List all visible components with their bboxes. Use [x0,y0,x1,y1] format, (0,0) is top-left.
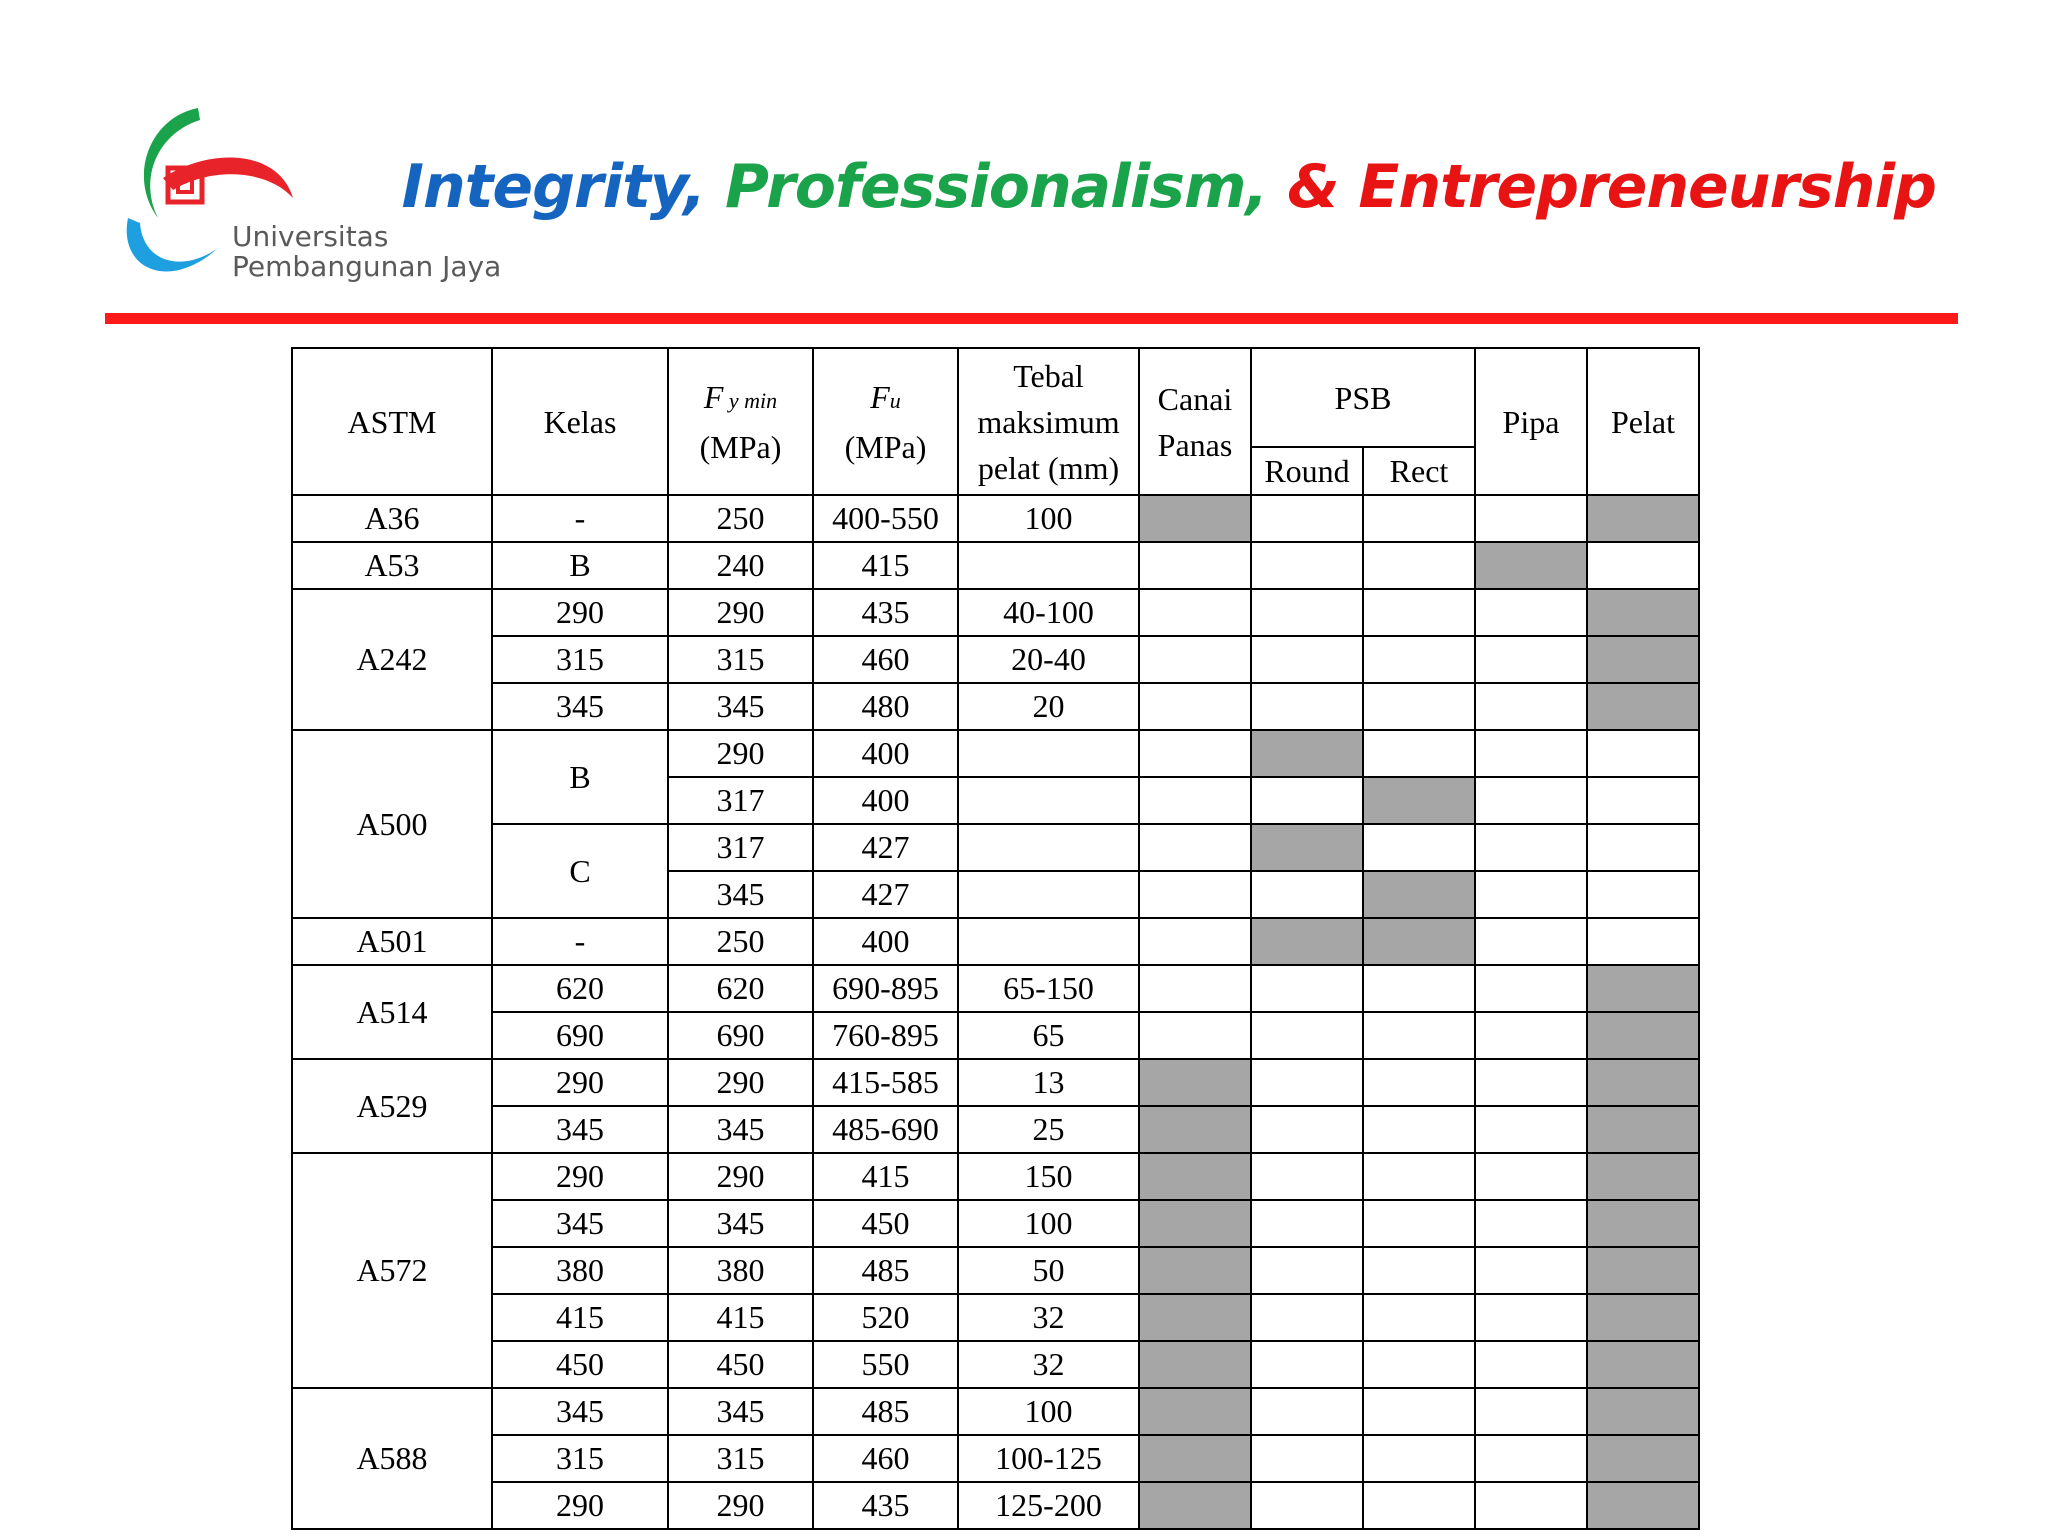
cell-canai [1139,636,1251,683]
cell-tebal [958,871,1139,918]
tebal-line-2: maksimum [977,403,1120,440]
canai-line-1: Canai [1157,380,1233,417]
cell-fy: 415 [668,1294,813,1341]
cell-fy: 317 [668,777,813,824]
cell-tebal [958,918,1139,965]
table-row [292,1059,1699,1106]
cell-pelat-shaded [1587,1294,1699,1341]
cell-pelat-shaded [1587,1059,1699,1106]
cell-rect [1363,1012,1475,1059]
cell-astm: A588 [292,1388,492,1529]
cell-canai-shaded [1139,495,1251,542]
cell-round [1251,871,1363,918]
cell-astm: A514 [292,965,492,1059]
cell-canai-shaded [1139,1341,1251,1388]
cell-pelat [1587,824,1699,871]
table-row [292,1482,1699,1529]
table-row [292,824,1699,871]
cell-kelas: 345 [492,683,668,730]
cell-round [1251,1200,1363,1247]
cell-canai-shaded [1139,1200,1251,1247]
cell-pelat-shaded [1587,1388,1699,1435]
cell-tebal: 100 [958,495,1139,542]
cell-tebal: 40-100 [958,589,1139,636]
header-fu [813,348,958,495]
cell-astm: A36 [292,495,492,542]
cell-fu: 485 [813,1388,958,1435]
cell-pelat-shaded [1587,965,1699,1012]
cell-canai [1139,965,1251,1012]
cell-rect-shaded [1363,777,1475,824]
cell-kelas: - [492,918,668,965]
cell-pipa [1475,636,1587,683]
cell-fu: 450 [813,1200,958,1247]
cell-fy: 620 [668,965,813,1012]
cell-tebal: 50 [958,1247,1139,1294]
table-row [292,1200,1699,1247]
cell-astm: A529 [292,1059,492,1153]
cell-fu: 415-585 [813,1059,958,1106]
cell-canai-shaded [1139,1388,1251,1435]
cell-rect [1363,1341,1475,1388]
fu-symbol: F [870,378,890,415]
cell-fu: 400 [813,918,958,965]
cell-rect [1363,824,1475,871]
cell-rect [1363,1294,1475,1341]
cell-round [1251,1153,1363,1200]
cell-astm: A53 [292,542,492,589]
cell-fy: 345 [668,1388,813,1435]
cell-kelas: B [492,730,668,824]
cell-pelat-shaded [1587,1106,1699,1153]
cell-fu: 480 [813,683,958,730]
cell-tebal: 100-125 [958,1435,1139,1482]
cell-round [1251,1341,1363,1388]
cell-round [1251,1388,1363,1435]
cell-rect-shaded [1363,918,1475,965]
cell-astm: A501 [292,918,492,965]
cell-rect [1363,1153,1475,1200]
cell-pipa [1475,965,1587,1012]
cell-fy: 450 [668,1341,813,1388]
header-round: Round [1251,447,1363,495]
fy-symbol: F [703,378,724,415]
cell-kelas: 380 [492,1247,668,1294]
cell-astm: A500 [292,730,492,918]
header-psb: PSB [1251,348,1475,447]
cell-rect [1363,965,1475,1012]
cell-fu: 435 [813,1482,958,1529]
cell-fy: 345 [668,871,813,918]
cell-pipa [1475,1247,1587,1294]
cell-pipa [1475,1012,1587,1059]
cell-fu: 485-690 [813,1106,958,1153]
cell-fu: 427 [813,871,958,918]
cell-canai-shaded [1139,1247,1251,1294]
table-row [292,965,1699,1012]
tebal-line-1: Tebal [1013,357,1084,394]
cell-round [1251,636,1363,683]
cell-canai-shaded [1139,1153,1251,1200]
cell-canai-shaded [1139,1106,1251,1153]
cell-fy: 250 [668,495,813,542]
cell-tebal: 100 [958,1388,1139,1435]
cell-fy: 315 [668,636,813,683]
cell-pelat [1587,918,1699,965]
cell-round-shaded [1251,918,1363,965]
cell-tebal: 13 [958,1059,1139,1106]
cell-round [1251,1059,1363,1106]
cell-fy: 345 [668,1200,813,1247]
header-divider [105,313,1958,324]
cell-canai [1139,777,1251,824]
cell-kelas: 345 [492,1388,668,1435]
cell-pelat-shaded [1587,1012,1699,1059]
cell-fy: 690 [668,1012,813,1059]
cell-round [1251,1012,1363,1059]
cell-fu: 760-895 [813,1012,958,1059]
motto-integrity: Integrity, [401,152,706,222]
cell-fy: 345 [668,1106,813,1153]
cell-fy: 290 [668,1059,813,1106]
cell-pipa [1475,1482,1587,1529]
cell-rect [1363,636,1475,683]
cell-fy: 380 [668,1247,813,1294]
cell-astm: A572 [292,1153,492,1388]
cell-pelat-shaded [1587,495,1699,542]
table-row [292,1388,1699,1435]
fu-unit: (MPa) [844,428,927,465]
cell-canai [1139,1012,1251,1059]
cell-tebal: 100 [958,1200,1139,1247]
cell-canai-shaded [1139,1294,1251,1341]
table-row [292,683,1699,730]
cell-pelat-shaded [1587,1341,1699,1388]
cell-fy: 317 [668,824,813,871]
cell-pipa [1475,1341,1587,1388]
header-canai-panas [1139,348,1251,495]
cell-fy: 250 [668,918,813,965]
header-kelas: Kelas [492,348,668,495]
cell-fu: 415 [813,1153,958,1200]
cell-pipa-shaded [1475,542,1587,589]
cell-kelas: 290 [492,1153,668,1200]
cell-rect [1363,1200,1475,1247]
cell-fu: 400 [813,730,958,777]
cell-pipa [1475,495,1587,542]
cell-fu: 485 [813,1247,958,1294]
cell-fu: 460 [813,636,958,683]
cell-pelat-shaded [1587,636,1699,683]
cell-pelat-shaded [1587,1482,1699,1529]
canai-line-2: Panas [1157,426,1233,463]
table-row [292,636,1699,683]
cell-canai-shaded [1139,1482,1251,1529]
header-astm: ASTM [292,348,492,495]
cell-round [1251,965,1363,1012]
cell-kelas: 450 [492,1341,668,1388]
cell-kelas: - [492,495,668,542]
cell-tebal [958,777,1139,824]
cell-pelat-shaded [1587,1200,1699,1247]
header-rect: Rect [1363,447,1475,495]
cell-round-shaded [1251,824,1363,871]
table-row [292,542,1699,589]
cell-rect [1363,1059,1475,1106]
cell-pelat-shaded [1587,1153,1699,1200]
cell-tebal: 65-150 [958,965,1139,1012]
cell-pipa [1475,777,1587,824]
cell-tebal: 25 [958,1106,1139,1153]
fy-subscript: y min [728,387,778,413]
cell-pelat [1587,777,1699,824]
cell-fy: 290 [668,1153,813,1200]
cell-fu: 460 [813,1435,958,1482]
cell-canai [1139,683,1251,730]
astm-steel-table [291,347,1700,1530]
cell-kelas: 315 [492,1435,668,1482]
cell-tebal: 20-40 [958,636,1139,683]
cell-fu: 427 [813,824,958,871]
cell-canai-shaded [1139,1435,1251,1482]
cell-kelas: 690 [492,1012,668,1059]
cell-fy: 290 [668,589,813,636]
cell-tebal [958,542,1139,589]
cell-tebal: 150 [958,1153,1139,1200]
cell-pipa [1475,824,1587,871]
cell-pipa [1475,589,1587,636]
cell-rect [1363,495,1475,542]
cell-kelas: 290 [492,1482,668,1529]
cell-kelas: 290 [492,1059,668,1106]
cell-pelat-shaded [1587,1247,1699,1294]
cell-astm: A242 [292,589,492,730]
cell-rect-shaded [1363,871,1475,918]
cell-round [1251,1106,1363,1153]
fu-subscript: u [889,387,901,413]
table-row [292,495,1699,542]
cell-pipa [1475,918,1587,965]
cell-rect [1363,683,1475,730]
header-pelat: Pelat [1587,348,1699,495]
logo-line-1: Universitas [232,220,389,253]
cell-fy: 240 [668,542,813,589]
cell-pipa [1475,1388,1587,1435]
table-row [292,1106,1699,1153]
cell-kelas: 345 [492,1200,668,1247]
table-row [292,918,1699,965]
cell-round [1251,777,1363,824]
cell-rect [1363,730,1475,777]
cell-pipa [1475,1294,1587,1341]
cell-pipa [1475,1059,1587,1106]
cell-fy: 345 [668,683,813,730]
cell-rect [1363,1106,1475,1153]
table-row [292,589,1699,636]
cell-fu: 400-550 [813,495,958,542]
cell-pipa [1475,683,1587,730]
cell-pelat [1587,730,1699,777]
table-row [292,1153,1699,1200]
cell-round [1251,1482,1363,1529]
cell-tebal: 20 [958,683,1139,730]
cell-pelat-shaded [1587,683,1699,730]
table-row [292,1435,1699,1482]
cell-pelat-shaded [1587,589,1699,636]
cell-kelas: 620 [492,965,668,1012]
cell-round [1251,495,1363,542]
cell-pipa [1475,1200,1587,1247]
cell-canai-shaded [1139,1059,1251,1106]
header-pipa: Pipa [1475,348,1587,495]
table-row [292,1341,1699,1388]
cell-canai [1139,730,1251,777]
motto-professionalism: Professionalism, [725,152,1268,222]
cell-rect [1363,589,1475,636]
cell-pelat [1587,871,1699,918]
cell-rect [1363,1435,1475,1482]
cell-round [1251,589,1363,636]
table-row [292,1012,1699,1059]
cell-kelas: B [492,542,668,589]
cell-fu: 550 [813,1341,958,1388]
cell-canai [1139,589,1251,636]
cell-tebal: 125-200 [958,1482,1139,1529]
cell-rect [1363,1388,1475,1435]
header-fy [668,348,813,495]
table-row [292,1247,1699,1294]
cell-tebal [958,730,1139,777]
cell-pipa [1475,1106,1587,1153]
cell-rect [1363,542,1475,589]
table-row [292,1294,1699,1341]
cell-pipa [1475,871,1587,918]
table-row [292,730,1699,777]
tebal-line-3: pelat (mm) [977,449,1120,486]
fy-unit: (MPa) [699,428,782,465]
cell-fy: 290 [668,730,813,777]
cell-fu: 435 [813,589,958,636]
cell-tebal: 32 [958,1341,1139,1388]
motto-entrepreneurship: & Entrepreneurship [1287,152,1936,222]
header-tebal [958,348,1139,495]
cell-round [1251,1294,1363,1341]
cell-fu: 415 [813,542,958,589]
logo-text [232,222,501,282]
cell-rect [1363,1482,1475,1529]
cell-canai [1139,918,1251,965]
cell-round-shaded [1251,730,1363,777]
cell-fy: 315 [668,1435,813,1482]
cell-tebal: 65 [958,1012,1139,1059]
logo-line-2: Pembangunan Jaya [232,250,502,283]
cell-kelas: 345 [492,1106,668,1153]
cell-fu: 400 [813,777,958,824]
cell-pipa [1475,730,1587,777]
cell-tebal: 32 [958,1294,1139,1341]
cell-kelas: 315 [492,636,668,683]
cell-pelat-shaded [1587,1435,1699,1482]
cell-tebal [958,824,1139,871]
cell-kelas: 415 [492,1294,668,1341]
cell-kelas: C [492,824,668,918]
cell-fu: 520 [813,1294,958,1341]
cell-fy: 290 [668,1482,813,1529]
cell-rect [1363,1247,1475,1294]
cell-round [1251,1435,1363,1482]
cell-round [1251,542,1363,589]
cell-canai [1139,871,1251,918]
cell-pipa [1475,1153,1587,1200]
cell-pelat [1587,542,1699,589]
cell-round [1251,683,1363,730]
cell-round [1251,1247,1363,1294]
cell-fu: 690-895 [813,965,958,1012]
motto-heading [402,152,1936,222]
cell-canai [1139,542,1251,589]
cell-canai [1139,824,1251,871]
cell-kelas: 290 [492,589,668,636]
cell-pipa [1475,1435,1587,1482]
